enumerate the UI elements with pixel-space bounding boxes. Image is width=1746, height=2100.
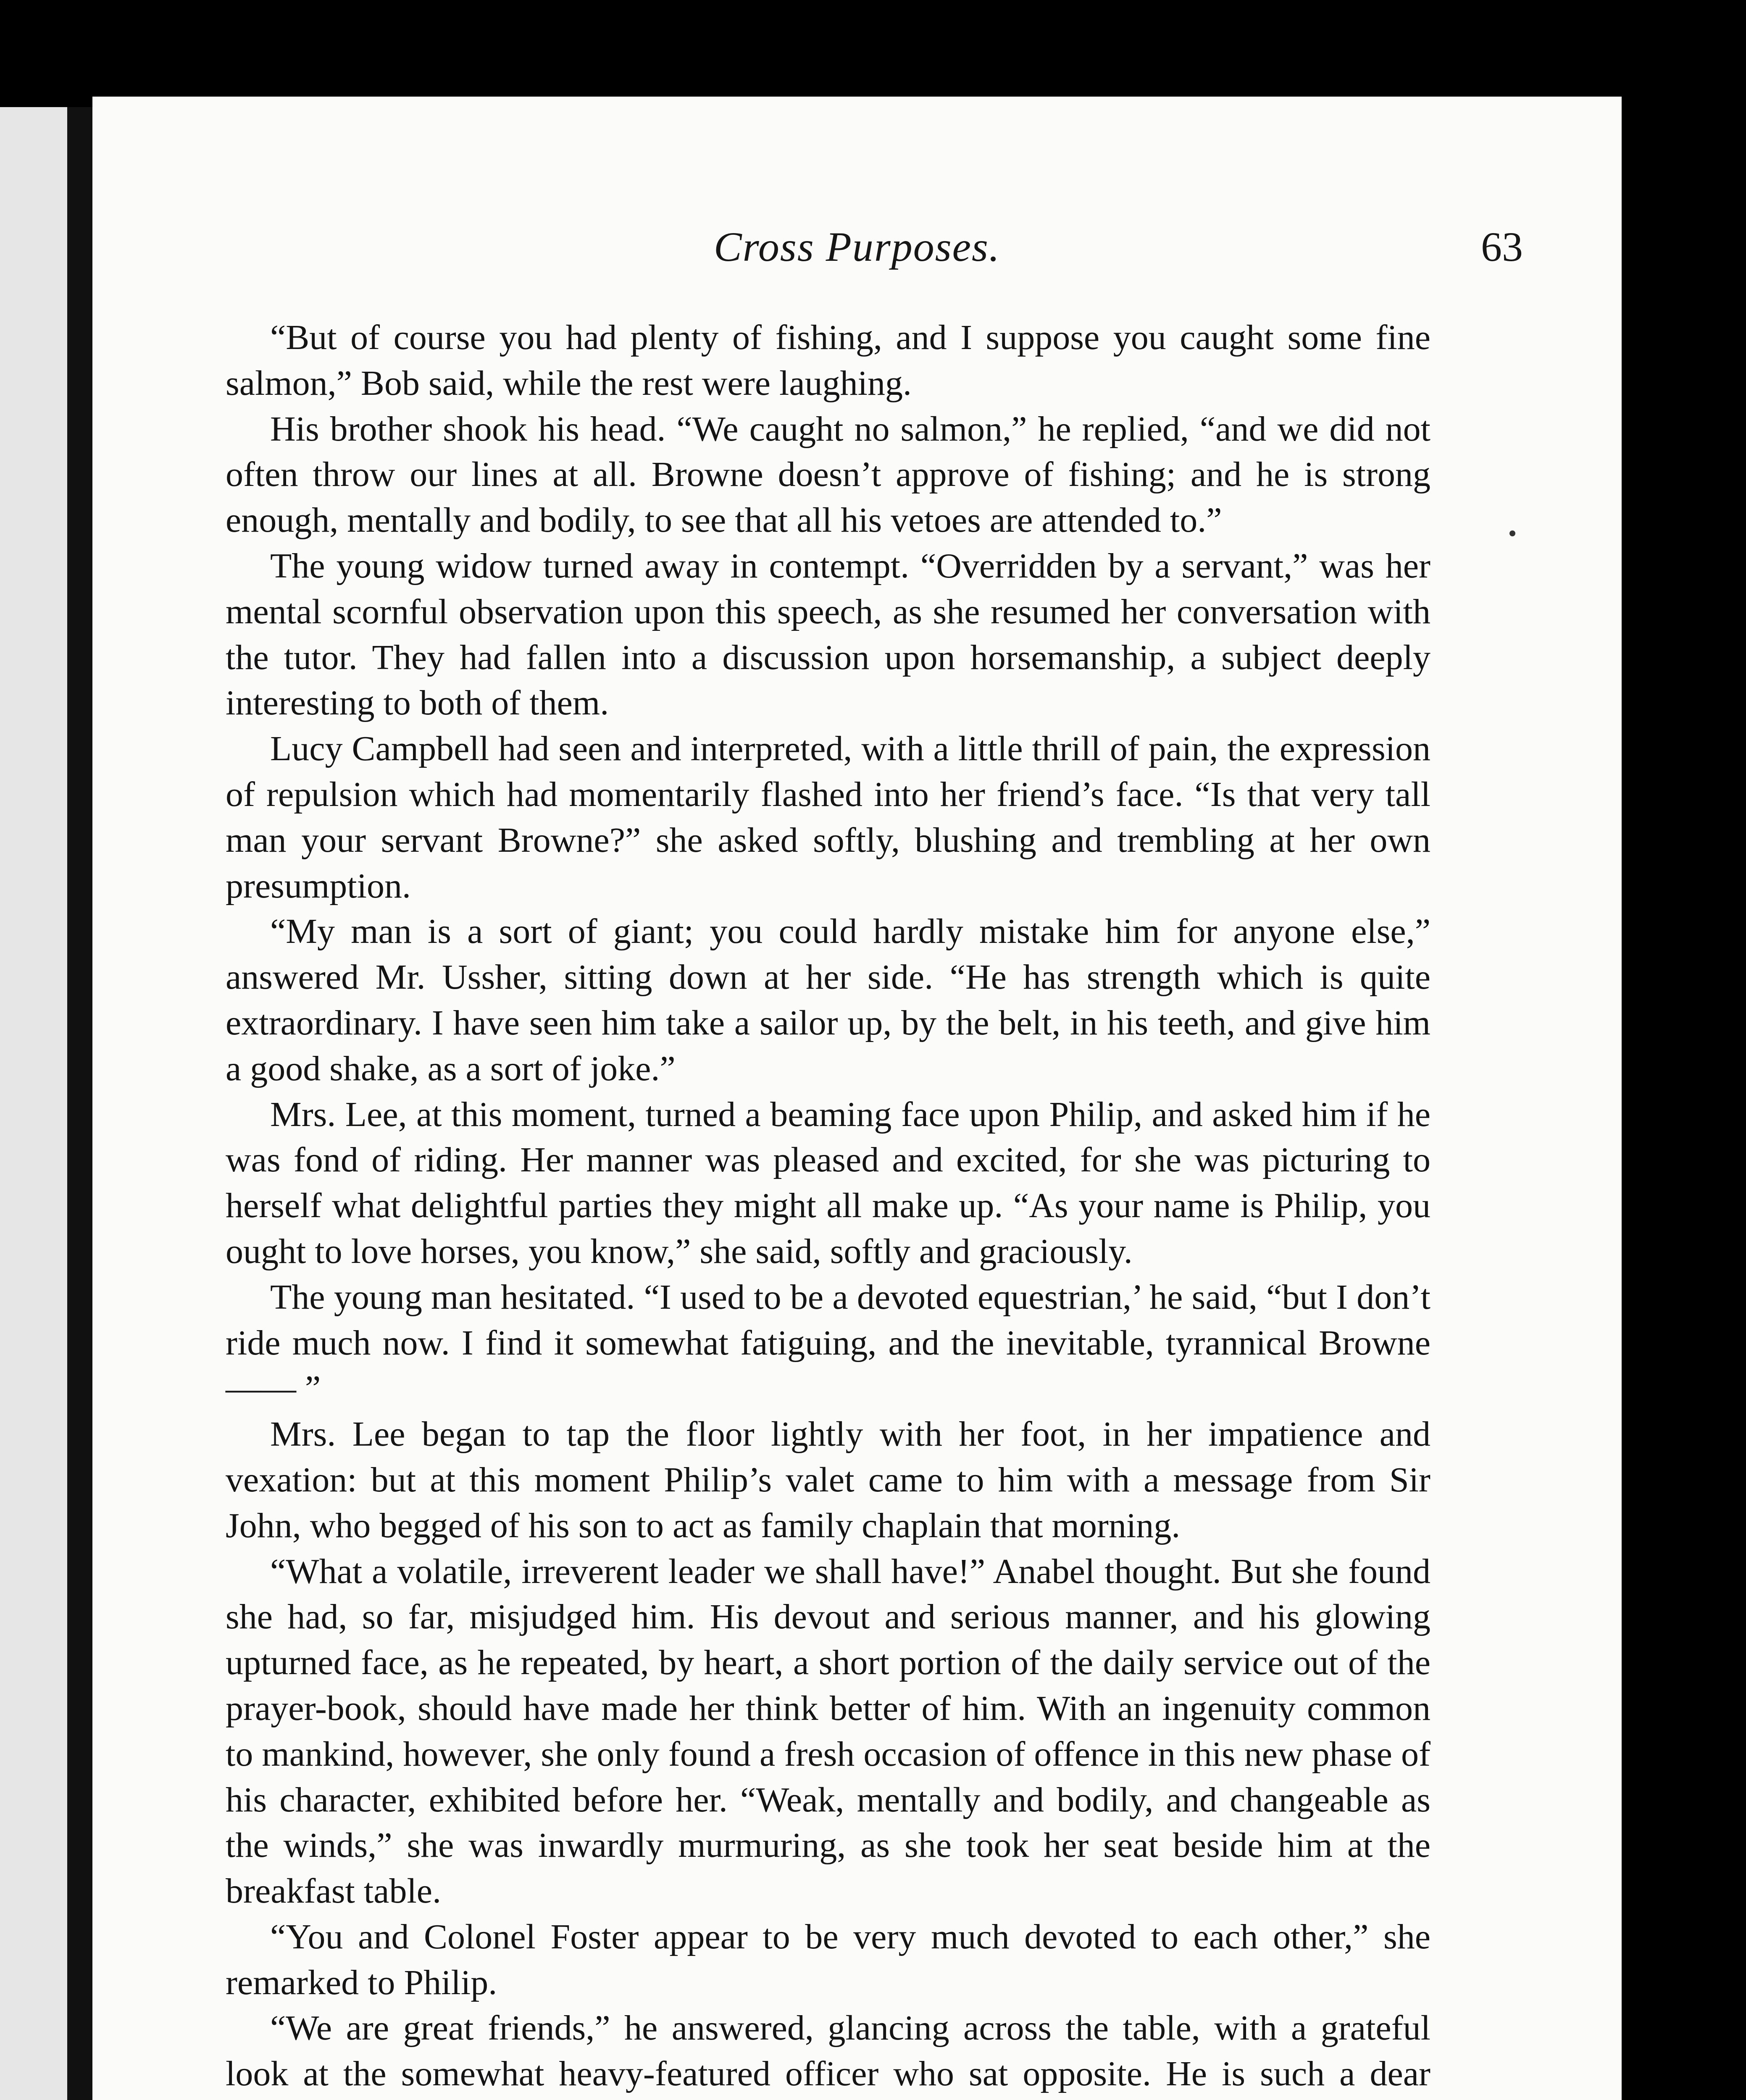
paragraph: “What a volatile, irreverent leader we shall have!” Anabel thought. But she found she had, so far, misjudged him. His devout and serious manner, and his glowing upturned face, as he repeated, by heart, a short portion of the daily service out of the prayer-book, should have made her think better of him. With an ingenuity common to mankind, however, she only found a fresh occasion of offence in this new phase of his character, exhibited before her. “Weak, mentally and bodily, and changeable as the winds,” she was inwardly murmuring, as she took her seat beside him at the breakfast table.: [226, 1551, 1430, 1911]
paragraph: The young man hesitated. “I used to be a devoted equestrian,’ he said, “but I don’t ride much now. I find it somewhat fatiguing, and the inevitable, tyrannical Browne —— ”: [226, 1277, 1430, 1408]
page-gutter: [67, 107, 92, 2100]
book-page: [92, 97, 1622, 2100]
paragraph: “My man is a sort of giant; you could hardly mistake him for anyone else,” answered Mr. Ussher, sitting down at her side. “He has strength which is quite extraordinary. I have seen him take a sailor up, by the belt, in his teeth, and give him a good shake, as a sort of joke.”: [226, 912, 1430, 1088]
previous-page-edge: [0, 107, 76, 2100]
paragraph: The young widow turned away in contempt. “Overridden by a servant,” was her mental scornful observation upon this speech, as she resumed her conversation with the tutor. They had fallen into a discussion upon horsemanship, a subject deeply interesting to both of them.: [226, 546, 1430, 723]
running-title: Cross Purposes.: [714, 223, 1000, 270]
paragraph: Mrs. Lee, at this moment, turned a beaming face upon Philip, and asked him if he was fond of riding. Her manner was pleased and excited, for she was picturing to herself what delightful parties they might all make up. “As your name is Philip, you ought to love horses, you know,” she said, softly and graciously.: [226, 1095, 1430, 1271]
paragraph: “You and Colonel Foster appear to be very much devoted to each other,” she remarked to Philip.: [226, 1917, 1430, 2002]
paragraph: His brother shook his head. “We caught no salmon,” he replied, “and we did not often throw our lines at all. Browne doesn’t approve of fishing; and he is strong enough, mentally and bodily, to see that all his vetoes are attended to.”: [226, 409, 1430, 540]
page-number: 63: [1481, 223, 1523, 270]
paragraph: Lucy Campbell had seen and interpreted, with a little thrill of pain, the expression of repulsion which had momentarily flashed into her friend’s face. “Is that very tall man your servant Browne?” she asked softly, blushing and trembling at her own presumption.: [226, 729, 1430, 906]
paragraph: Mrs. Lee began to tap the floor lightly with her foot, in her impatience and vexation: but at this moment Philip’s valet came to him with a message from Sir John, who begged of his son to act as family chaplain that morning.: [226, 1415, 1430, 1545]
paragraph: “But of course you had plenty of fishing, and I suppose you caught some fine salmon,” Bob said, while the rest were laughing.: [226, 318, 1430, 403]
paper-specks: [92, 97, 1622, 2100]
paragraph: “We are great friends,” he answered, glancing across the table, with a grateful look at the somewhat heavy-featured officer who sat opposite. He is such a dear: [226, 2008, 1430, 2094]
